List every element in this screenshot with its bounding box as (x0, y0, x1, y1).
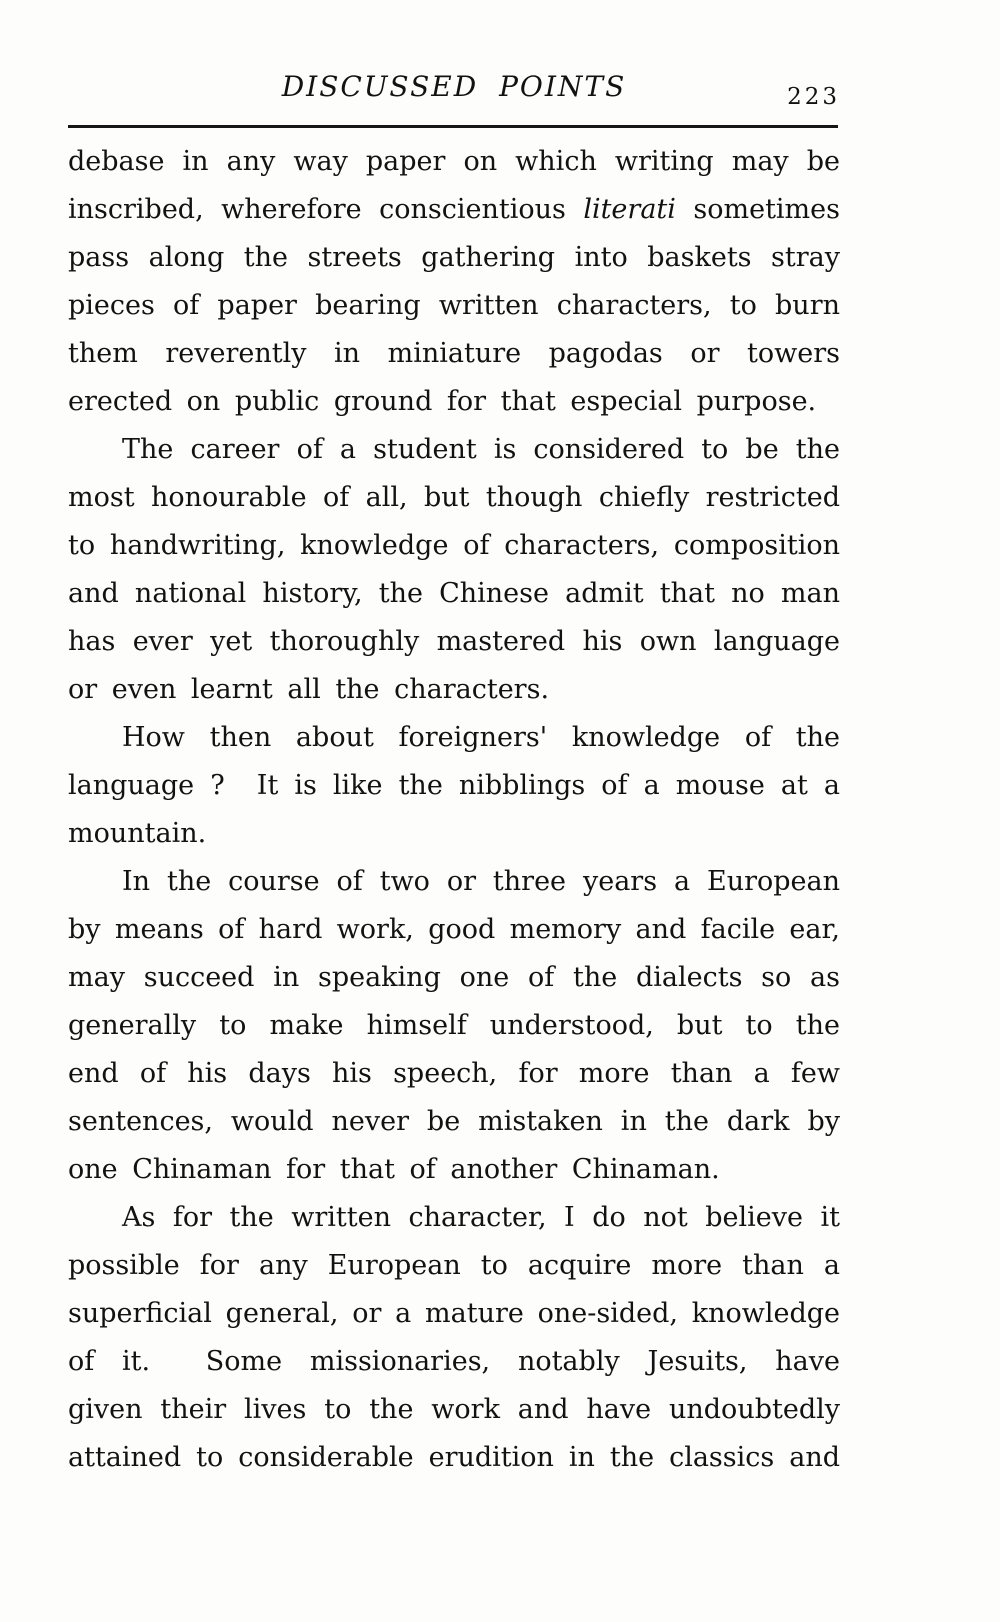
text-line (68, 330, 840, 378)
text-line (68, 378, 840, 426)
text-line (68, 1002, 840, 1050)
running-title: DISCUSSED POINTS (281, 70, 627, 103)
paragraph-2 (68, 426, 840, 714)
paragraph-4 (68, 858, 840, 1194)
text-line (68, 1194, 840, 1242)
page-number: 223 (787, 84, 840, 110)
text-segment: superficial general, or a mature one-sided, knowledge (68, 1298, 840, 1329)
text-line (68, 234, 840, 282)
text-segment: or even learnt all the characters. (68, 674, 550, 705)
text-line (68, 1098, 840, 1146)
text-segment: erected on public ground for that especial purpose. (68, 386, 817, 417)
paragraph-3 (68, 714, 840, 858)
text-segment: of it. Some missionaries, notably Jesuits, have (68, 1346, 840, 1377)
text-line (68, 138, 840, 186)
body-text (68, 138, 840, 1482)
text-line (68, 1386, 840, 1434)
text-line (68, 570, 840, 618)
text-segment: one Chinaman for that of another Chinaman. (68, 1154, 720, 1185)
text-segment: may succeed in speaking one of the dialects so as (68, 962, 840, 993)
text-segment: As for the written character, I do not believe it (122, 1202, 840, 1233)
text-segment: sentences, would never be mistaken in the dark by (68, 1106, 840, 1137)
text-line (68, 1050, 840, 1098)
text-line (68, 426, 840, 474)
text-line (68, 1434, 840, 1482)
text-line (68, 810, 840, 858)
text-line (68, 522, 840, 570)
text-segment: most honourable of all, but though chiefly restricted (68, 482, 840, 513)
text-segment: pass along the streets gathering into baskets stray (68, 242, 840, 273)
text-segment: How then about foreigners' knowledge of the (122, 722, 840, 753)
text-segment: inscribed, wherefore conscientious (68, 194, 584, 225)
paragraph-1 (68, 138, 840, 426)
text-segment: The career of a student is considered to be the (122, 434, 840, 465)
text-line (68, 714, 840, 762)
text-line (68, 1242, 840, 1290)
text-segment: language ? It is like the nibblings of a mouse at a (68, 770, 840, 801)
text-segment: generally to make himself understood, but to the (68, 1010, 840, 1041)
text-segment: possible for any European to acquire more than a (68, 1250, 840, 1281)
text-segment: attained to considerable erudition in the classics and (68, 1442, 840, 1473)
text-segment: them reverently in miniature pagodas or towers (68, 338, 840, 369)
text-segment: pieces of paper bearing written characters, to burn (68, 290, 840, 321)
text-segment: end of his days his speech, for more than a few (68, 1058, 840, 1089)
text-line (68, 1338, 840, 1386)
text-line (68, 1290, 840, 1338)
text-line (68, 906, 840, 954)
text-segment: debase in any way paper on which writing may be (68, 146, 840, 177)
text-segment: by means of hard work, good memory and facile ear, (68, 914, 840, 945)
header-rule (68, 125, 838, 128)
text-segment: to handwriting, knowledge of characters, composition (68, 530, 840, 561)
text-line (68, 474, 840, 522)
text-segment: mountain. (68, 818, 207, 849)
text-line (68, 618, 840, 666)
text-line (68, 666, 840, 714)
text-line (68, 858, 840, 906)
text-line (68, 1146, 840, 1194)
text-segment: In the course of two or three years a European (122, 866, 840, 897)
paragraph-5 (68, 1194, 840, 1482)
text-segment: has ever yet thoroughly mastered his own language (68, 626, 840, 657)
text-segment: given their lives to the work and have undoubtedly (68, 1394, 840, 1425)
italic-term: literati (583, 194, 676, 225)
text-line (68, 282, 840, 330)
text-line (68, 186, 840, 234)
text-line (68, 762, 840, 810)
text-segment: and national history, the Chinese admit that no man (68, 578, 840, 609)
text-line (68, 954, 840, 1002)
text-segment: sometimes (675, 194, 840, 225)
